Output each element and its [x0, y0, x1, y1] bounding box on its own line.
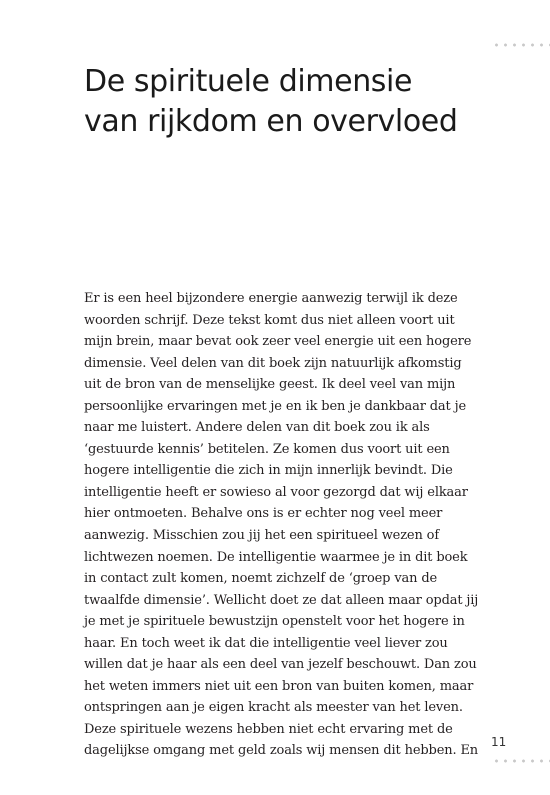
text-line: dimensie. Veel delen van dit boek zijn natuurlijk afkomstig — [84, 355, 462, 371]
text-line: haar. En toch weet ik dat die intelligentie veel liever zou — [84, 635, 448, 651]
text-line: uit de bron van de menselijke geest. Ik deel veel van mijn — [84, 377, 456, 393]
text-line: Deze spirituele wezens hebben niet echt ervaring met de — [84, 721, 453, 737]
body-paragraph — [84, 288, 484, 762]
text-line: woorden schrijf. Deze tekst komt dus niet alleen voort uit — [84, 312, 455, 328]
text-line: je met je spirituele bewustzijn openstelt voor het hogere in — [84, 614, 465, 630]
text-line: mijn brein, maar bevat ook zeer veel energie uit een hogere — [84, 334, 472, 350]
text-line: intelligentie heeft er sowieso al voor gezorgd dat wij elkaar — [84, 484, 468, 500]
text-line: dagelijkse omgang met geld zoals wij mensen dit hebben. En — [84, 743, 479, 759]
chapter-title-line: van rijkdom en overvloed — [84, 104, 458, 139]
text-line: ‘gestuurde kennis’ betitelen. Ze komen dus voort uit een — [84, 441, 450, 457]
text-line: persoonlijke ervaringen met je en ik ben je dankbaar dat je — [84, 398, 467, 414]
text-line: ontspringen aan je eigen kracht als meester van het leven. — [84, 700, 463, 716]
text-line: aanwezig. Misschien zou jij het een spiritueel wezen of — [84, 528, 440, 544]
text-line: naar me luistert. Andere delen van dit boek zou ik als — [84, 420, 430, 436]
chapter-title-line: De spirituele dimensie — [84, 64, 413, 99]
text-line: in contact zult komen, noemt zichzelf de ‘groep van de — [84, 571, 438, 587]
decorative-dot-rule-top — [492, 43, 550, 47]
text-line: lichtwezen noemen. De intelligentie waarmee je in dit boek — [84, 549, 468, 565]
chapter-title — [84, 62, 504, 142]
page-number: 11 — [491, 735, 507, 749]
text-line: Er is een heel bijzondere energie aanwezig terwijl ik deze — [84, 291, 458, 306]
decorative-dot-rule-bottom — [492, 759, 550, 763]
text-line: willen dat je haar als een deel van jezelf beschouwt. Dan zou — [84, 657, 477, 673]
text-line: hier ontmoeten. Behalve ons is er echter nog veel meer — [84, 506, 443, 522]
text-line: het weten immers niet uit een bron van buiten komen, maar — [84, 678, 474, 694]
text-line: hogere intelligentie die zich in mijn innerlijk bevindt. Die — [84, 463, 453, 479]
text-line: twaalfde dimensie’. Wellicht doet ze dat alleen maar opdat jij — [84, 592, 479, 608]
